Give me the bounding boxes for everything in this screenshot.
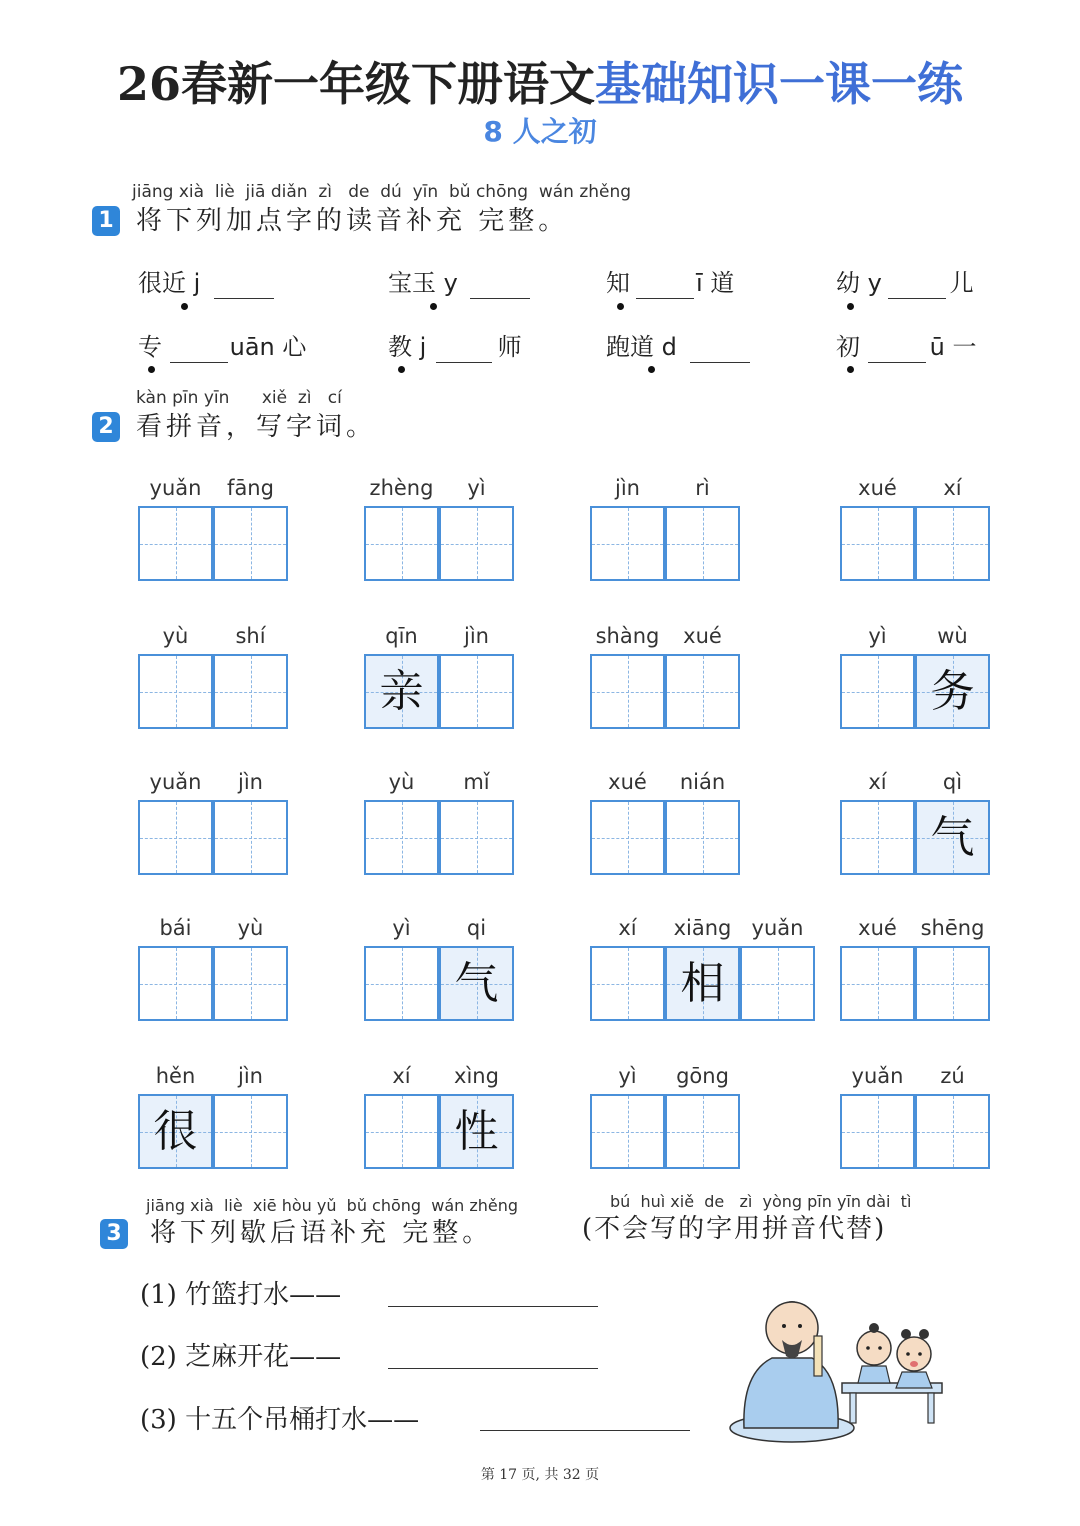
pinyin-label: yù <box>388 770 415 794</box>
answer-line-2[interactable] <box>388 1368 598 1369</box>
emphasis-dot <box>847 303 854 310</box>
pinyin-label: yuǎn <box>149 770 202 794</box>
s1-item-2-text: 宝玉 y <box>388 269 458 297</box>
pinyin-label: rì <box>695 476 710 500</box>
tianzige-box[interactable] <box>590 654 665 729</box>
pinyin-label: yuǎn <box>751 916 804 940</box>
tianzige-box[interactable] <box>915 800 990 875</box>
tianzige-box[interactable] <box>213 800 288 875</box>
tianzige-box[interactable] <box>439 654 514 729</box>
answer-blank[interactable] <box>636 272 694 299</box>
emphasis-dot <box>181 303 188 310</box>
guide-line <box>251 508 252 579</box>
guide-line <box>703 656 704 727</box>
guide-line <box>251 802 252 873</box>
guide-line <box>703 508 704 579</box>
xiehouyu-3: (3) 十五个吊桶打水—— <box>140 1405 420 1435</box>
guide-line <box>176 802 177 873</box>
pinyin-label: xìng <box>454 1064 499 1088</box>
pinyin-label: xí <box>943 476 962 500</box>
pinyin-label: yuǎn <box>851 1064 904 1088</box>
page-footer: 第 17 页, 共 32 页 <box>480 1467 600 1483</box>
guide-line <box>953 508 954 579</box>
s1-item-3-after: ī 道 <box>696 269 735 297</box>
emphasis-dot <box>148 366 155 373</box>
s1-item-1 <box>138 268 200 298</box>
pinyin-label: xué <box>608 770 647 794</box>
s1-item-8: 初 <box>836 333 860 361</box>
pinyin-label: nián <box>679 770 726 794</box>
pinyin-label: xué <box>858 916 897 940</box>
guide-line <box>176 948 177 1019</box>
guide-line <box>953 948 954 1019</box>
pinyin-label: xiāng <box>673 916 732 940</box>
pinyin-label: yì <box>467 476 486 500</box>
pinyin-label: wù <box>937 624 968 648</box>
pinyin-label: qì <box>942 770 963 794</box>
guide-line <box>477 508 478 579</box>
teacher-children-illustration <box>722 1278 962 1448</box>
answer-blank[interactable] <box>214 272 274 299</box>
tianzige-box[interactable] <box>915 506 990 581</box>
given-character: 务 <box>930 666 975 717</box>
guide-line <box>703 1096 704 1167</box>
given-character: 亲 <box>379 666 424 717</box>
pinyin-label: qīn <box>385 624 418 648</box>
guide-line <box>703 802 704 873</box>
emphasis-dot <box>847 366 854 373</box>
emphasis-dot <box>398 366 405 373</box>
guide-line <box>402 948 403 1019</box>
tianzige-box[interactable] <box>590 800 665 875</box>
tianzige-box[interactable] <box>665 1094 740 1169</box>
tianzige-box[interactable] <box>364 506 439 581</box>
pinyin-label: shēng <box>920 916 985 940</box>
pinyin-label: fāng <box>227 476 274 500</box>
guide-line <box>628 948 629 1019</box>
tianzige-box[interactable] <box>138 946 213 1021</box>
tianzige-box[interactable] <box>740 946 815 1021</box>
pinyin-label: xí <box>618 916 637 940</box>
pinyin-label: jìn <box>464 624 489 648</box>
pinyin-label: xué <box>683 624 722 648</box>
pinyin-label: qi <box>466 916 487 940</box>
tianzige-box[interactable] <box>840 946 915 1021</box>
emphasis-dot <box>617 303 624 310</box>
given-character: 相 <box>680 958 725 1009</box>
pinyin-label: yì <box>618 1064 637 1088</box>
s1-item-4 <box>836 268 882 298</box>
guide-line <box>176 508 177 579</box>
tianzige-box[interactable] <box>665 946 740 1021</box>
answer-line-3[interactable] <box>480 1430 690 1431</box>
tianzige-box[interactable] <box>138 654 213 729</box>
tianzige-box[interactable] <box>138 1094 213 1169</box>
pinyin-label: xí <box>392 1064 411 1088</box>
answer-blank[interactable] <box>868 336 926 363</box>
tianzige-box[interactable] <box>439 1094 514 1169</box>
title-black: 26春新一年级下册语文 <box>116 57 595 111</box>
tianzige-box[interactable] <box>915 946 990 1021</box>
guide-line <box>477 656 478 727</box>
s1-item-5: 专 <box>138 333 162 361</box>
tianzige-box[interactable] <box>364 654 439 729</box>
guide-line <box>628 1096 629 1167</box>
guide-line <box>628 656 629 727</box>
lesson-subtitle: 8 人之初 <box>483 115 597 148</box>
pinyin-label: yì <box>392 916 411 940</box>
s1-item-2 <box>388 268 458 298</box>
pinyin-label: yì <box>868 624 887 648</box>
section3-pinyin-right: bú huì xiě de zì yòng pīn yīn dài tì <box>610 1192 912 1211</box>
guide-line <box>878 508 879 579</box>
guide-line <box>251 1096 252 1167</box>
guide-line <box>878 802 879 873</box>
guide-line <box>402 802 403 873</box>
answer-blank[interactable] <box>888 272 946 299</box>
tianzige-box[interactable] <box>213 506 288 581</box>
section1-pinyin: jiāng xià liè jiā diǎn zì de dú yīn bǔ chōng wán zhěng <box>132 182 632 202</box>
tianzige-box[interactable] <box>915 654 990 729</box>
guide-line <box>477 802 478 873</box>
tianzige-box[interactable] <box>665 654 740 729</box>
guide-line <box>402 508 403 579</box>
emphasis-dot <box>430 303 437 310</box>
section3-badge: 3 <box>100 1219 128 1249</box>
pinyin-label: zú <box>940 1064 965 1088</box>
pinyin-label: jìn <box>615 476 640 500</box>
tianzige-box[interactable] <box>364 800 439 875</box>
tianzige-box[interactable] <box>439 946 514 1021</box>
s1-item-4-after: 儿 <box>942 269 974 297</box>
tianzige-box[interactable] <box>138 800 213 875</box>
pinyin-label: hěn <box>155 1064 196 1088</box>
tianzige-box[interactable] <box>915 1094 990 1169</box>
given-character: 很 <box>153 1106 198 1157</box>
tianzige-box[interactable] <box>840 654 915 729</box>
s1-item-6-after: 师 <box>490 333 522 361</box>
tianzige-box[interactable] <box>138 506 213 581</box>
page-title <box>0 54 1080 114</box>
pinyin-label: gōng <box>676 1064 729 1088</box>
answer-blank[interactable] <box>690 336 750 363</box>
given-character: 气 <box>454 958 499 1009</box>
tianzige-box[interactable] <box>840 1094 915 1169</box>
guide-line <box>778 948 779 1019</box>
given-character: 气 <box>930 812 975 863</box>
s1-item-3 <box>606 268 630 298</box>
answer-blank[interactable] <box>470 272 530 299</box>
pinyin-label: xí <box>868 770 887 794</box>
answer-blank[interactable] <box>170 336 228 363</box>
tianzige-box[interactable] <box>665 800 740 875</box>
s1-item-3-text: 知 <box>606 269 630 297</box>
guide-line <box>628 508 629 579</box>
guide-line <box>402 1096 403 1167</box>
tianzige-box[interactable] <box>665 506 740 581</box>
emphasis-dot <box>648 366 655 373</box>
answer-line-1[interactable] <box>388 1306 598 1307</box>
tianzige-box[interactable] <box>439 800 514 875</box>
xiehouyu-1: (1) 竹篮打水—— <box>140 1280 342 1310</box>
tianzige-box[interactable] <box>840 506 915 581</box>
guide-line <box>251 656 252 727</box>
pinyin-label: bái <box>159 916 192 940</box>
tianzige-box[interactable] <box>213 1094 288 1169</box>
tianzige-box[interactable] <box>213 654 288 729</box>
tianzige-box[interactable] <box>364 946 439 1021</box>
pinyin-label: yù <box>162 624 189 648</box>
section3-note: (不会写的字用拼音代替) <box>582 1214 887 1244</box>
tianzige-box[interactable] <box>439 506 514 581</box>
pinyin-label: jìn <box>238 1064 263 1088</box>
tianzige-box[interactable] <box>590 1094 665 1169</box>
section3-pinyin-left: jiāng xià liè xiē hòu yǔ bǔ chōng wán zhěng <box>146 1196 519 1215</box>
section2-pinyin: kàn pīn yīn xiě zì cí <box>136 388 342 408</box>
tianzige-box[interactable] <box>364 1094 439 1169</box>
s1-item-4-text: 幼 y <box>836 269 882 297</box>
guide-line <box>878 1096 879 1167</box>
given-character: 性 <box>454 1106 499 1157</box>
section2-instruction: 看拼音，写字词。 <box>136 412 377 442</box>
s1-item-7: 跑道 d <box>606 333 677 361</box>
title-blue: 基础知识一课一练 <box>595 57 963 111</box>
guide-line <box>878 656 879 727</box>
s1-item-8-after: ū 一 <box>922 333 977 361</box>
tianzige-box[interactable] <box>840 800 915 875</box>
s1-item-6: 教 j <box>388 333 427 361</box>
pinyin-label: xué <box>858 476 897 500</box>
answer-blank[interactable] <box>436 336 492 363</box>
section2-badge: 2 <box>92 412 120 442</box>
pinyin-label: zhèng <box>369 476 434 500</box>
guide-line <box>176 656 177 727</box>
pinyin-label: yù <box>237 916 264 940</box>
section1-badge: 1 <box>92 206 120 236</box>
pinyin-label: shí <box>235 624 266 648</box>
pinyin-label: yuǎn <box>149 476 202 500</box>
tianzige-box[interactable] <box>590 946 665 1021</box>
pinyin-label: mǐ <box>463 770 490 794</box>
tianzige-box[interactable] <box>590 506 665 581</box>
section3-instruction: 将下列歇后语补充 完整。 <box>150 1218 493 1248</box>
pinyin-label: jìn <box>238 770 263 794</box>
section1-instruction: 将下列加点字的读音补充 完整。 <box>136 206 569 236</box>
tianzige-box[interactable] <box>213 946 288 1021</box>
guide-line <box>628 802 629 873</box>
guide-line <box>878 948 879 1019</box>
s1-item-1-text: 很近 j <box>138 269 201 297</box>
pinyin-label: shàng <box>595 624 660 648</box>
xiehouyu-2: (2) 芝麻开花—— <box>140 1342 342 1372</box>
s1-item-5-after: uān 心 <box>222 333 307 361</box>
guide-line <box>251 948 252 1019</box>
guide-line <box>953 1096 954 1167</box>
